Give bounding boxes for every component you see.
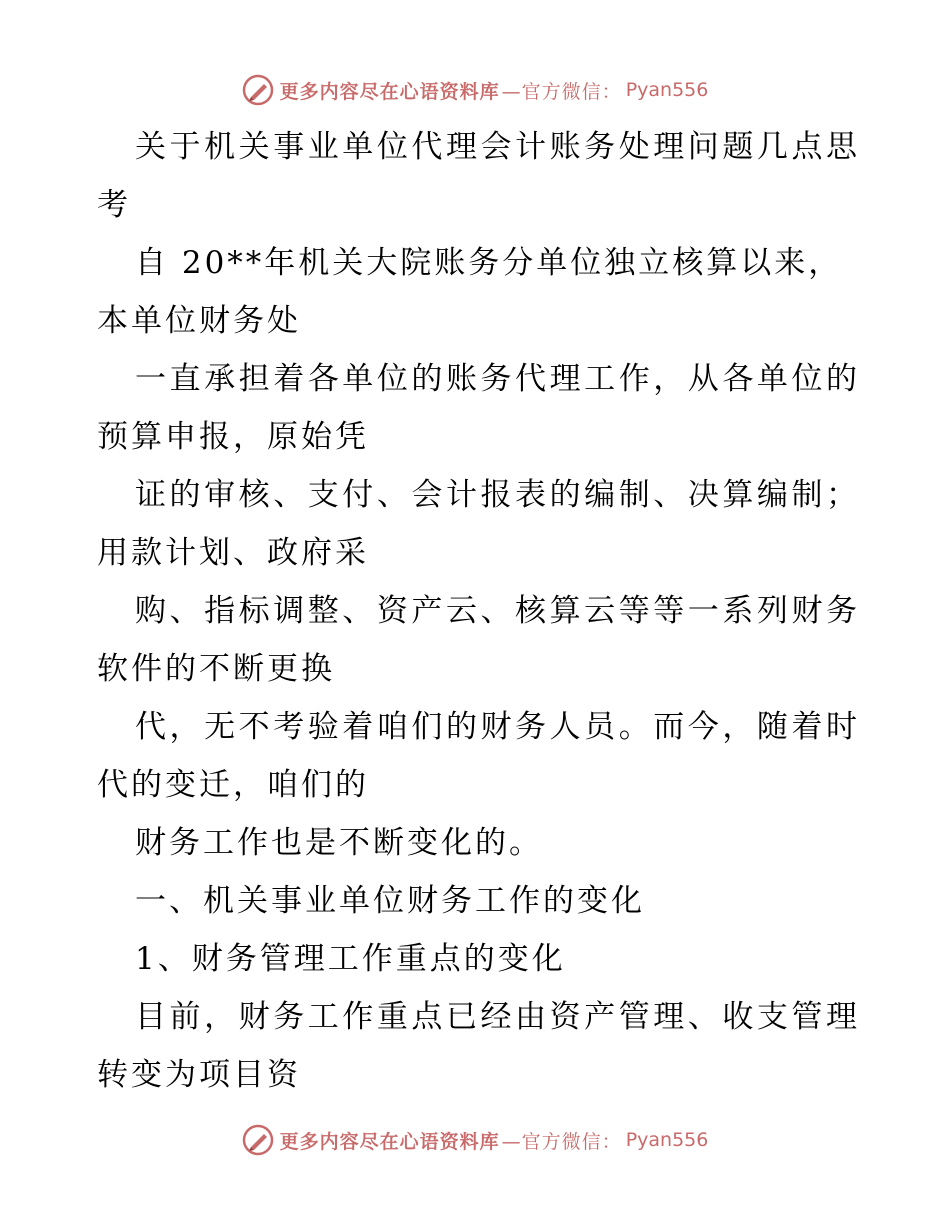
paragraph-line: 本单位财务处 [97,303,301,339]
document-body [97,118,857,1104]
watermark-main-text: 更多内容尽在心语资料库 [279,80,500,103]
watermark-banner-bottom [0,1120,950,1160]
paragraph-line: 财务工作也是不断变化的。 [135,825,543,861]
pen-logo-icon [242,74,274,106]
paragraph-line: 预算申报，原始凭 [97,419,369,455]
watermark-main-text: 更多内容尽在心语资料库 [279,1130,500,1153]
watermark-separator-text: —官方微信： [501,1130,622,1153]
title-line-2: 考 [97,187,131,223]
section-heading: 一、机关事业单位财务工作的变化 [135,883,645,919]
paragraph-line: 代，无不考验着咱们的财务人员。而今，随着时 [135,709,857,745]
watermark-banner-top [0,70,950,110]
subsection-heading: 1、财务管理工作重点的变化 [135,941,566,977]
watermark-wechat-id: Pyan556 [625,79,709,101]
paragraph-line: 购、指标调整、资产云、核算云等等一系列财务 [135,593,857,629]
paragraph-line: 转变为项目资 [97,1057,301,1093]
title-line-1: 关于机关事业单位代理会计账务处理问题几点思 [135,129,857,165]
paragraph-line: 代的变迁，咱们的 [97,767,369,803]
paragraph-line: 目前，财务工作重点已经由资产管理、收支管理 [135,999,857,1035]
paragraph-line: 自 20**年机关大院账务分单位独立核算以来， [135,245,843,281]
paragraph-line: 一直承担着各单位的账务代理工作，从各单位的 [135,361,857,397]
watermark-wechat-id: Pyan556 [625,1129,709,1151]
watermark-separator-text: —官方微信： [501,80,622,103]
paragraph-line: 用款计划、政府采 [97,535,369,571]
pen-logo-icon [242,1124,274,1156]
paragraph-line: 证的审核、支付、会计报表的编制、决算编制； [135,477,857,513]
paragraph-line: 软件的不断更换 [97,651,335,687]
